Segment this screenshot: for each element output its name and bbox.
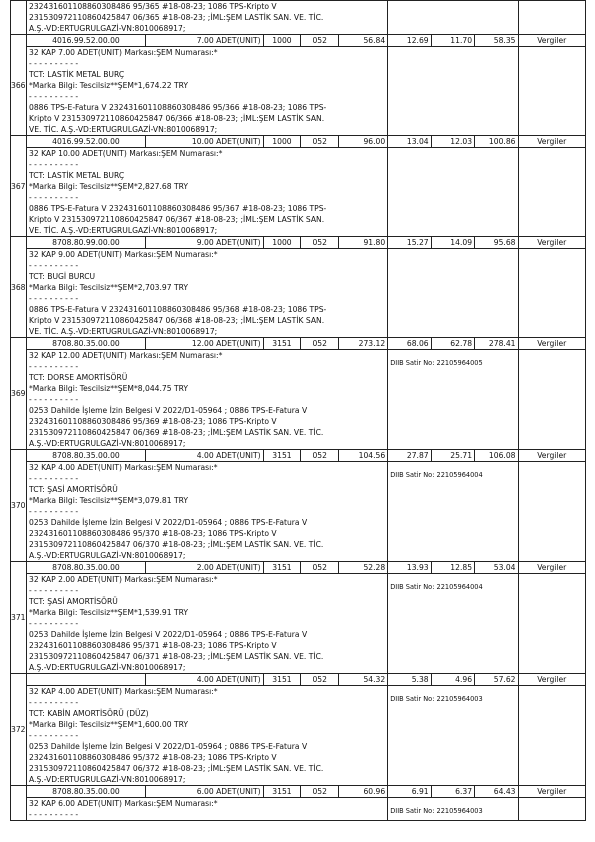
item-description-row — [11, 574, 586, 674]
description-line: A.Ş.-VD:ERTUGRULGAZİ-VN:8010068917; — [29, 24, 186, 33]
description-line: 231530972110860425847 06/372 #18-08-23; ;İML:ŞEM LASTİK SAN. VE. TİC. — [29, 764, 324, 773]
description-line: 232431601108860308486 95/365 #18-08-23; 1086 TPS-Kripto V — [29, 2, 277, 11]
empty-cell — [518, 462, 586, 562]
code-1: 3151 — [263, 674, 301, 686]
description-line: *Marka Bilgi: Tescilsiz**ŞEM*3,079.81 TRY — [29, 496, 189, 505]
value-2: 5.38 — [388, 674, 431, 686]
item-header-row — [11, 450, 586, 462]
description-line: 0253 Dahilde İşleme İzin Belgesi V 2022/D1-05964 ; 0886 TPS-E-Fatura V — [29, 742, 308, 751]
item-number-cell — [11, 1, 27, 35]
tax-label: Vergiler — [518, 562, 586, 574]
item-description-row — [11, 686, 586, 786]
quantity: 10.00 ADET(UNIT) — [145, 136, 263, 148]
value-2: 13.04 — [388, 136, 431, 148]
item-description-row — [11, 462, 586, 562]
description-line: 0253 Dahilde İşleme İzin Belgesi V 2022/D1-05964 ; 0886 TPS-E-Fatura V — [29, 630, 308, 639]
description-line: 32 KAP 7.00 ADET(UNIT) Markası:ŞEM Numarası:* — [29, 48, 218, 57]
gtip-code: 8708.80.35.00.00 — [27, 338, 146, 350]
tax-label: Vergiler — [518, 136, 586, 148]
diib-line-number: DIIB Satir No: 22105964004 — [390, 471, 483, 479]
diib-line-number — [390, 249, 515, 257]
item-number: 367 — [11, 136, 27, 237]
code-2: 052 — [301, 562, 339, 574]
item-number: 370 — [11, 450, 27, 562]
empty-cell — [518, 249, 586, 338]
quantity: 6.00 ADET(UNIT) — [145, 786, 263, 798]
item-number — [11, 786, 27, 821]
item-number: 369 — [11, 338, 27, 450]
diib-line-number: DIIB Satir No: 22105964005 — [390, 359, 483, 367]
description-line: - - - - - - - - - - — [29, 474, 79, 483]
value-3: 12.03 — [431, 136, 474, 148]
value-2: 15.27 — [388, 237, 431, 249]
description-line: - - - - - - - - - - — [29, 92, 79, 101]
description-line: 0886 TPS-E-Fatura V 232431601108860308486 95/368 #18-08-23; 1086 TPS- — [29, 305, 327, 314]
code-1: 3151 — [263, 786, 301, 798]
item-number: 366 — [11, 35, 27, 136]
description-line: *Marka Bilgi: Tescilsiz**ŞEM*2,703.97 TRY — [29, 283, 189, 292]
description-line: TCT: LASTİK METAL BURÇ — [29, 70, 125, 79]
declaration-items-table — [10, 0, 586, 821]
empty-cell — [518, 1, 586, 35]
diib-cell — [388, 148, 518, 237]
continued-item-row — [11, 1, 586, 35]
code-2: 052 — [301, 786, 339, 798]
value-4: 58.35 — [475, 35, 518, 47]
description-line: 231530972110860425847 06/371 #18-08-23; ;İML:ŞEM LASTİK SAN. VE. TİC. — [29, 652, 324, 661]
code-2: 052 — [301, 237, 339, 249]
description-line: VE. TİC. A.Ş.-VD:ERTUGRULGAZİ-VN:8010068917; — [29, 226, 218, 235]
code-2: 052 — [301, 35, 339, 47]
value-1: 56.84 — [339, 35, 388, 47]
description-line: VE. TİC. A.Ş.-VD:ERTUGRULGAZİ-VN:8010068917; — [29, 327, 218, 336]
code-1: 3151 — [263, 338, 301, 350]
description-line: 0886 TPS-E-Fatura V 232431601108860308486 95/367 #18-08-23; 1086 TPS- — [29, 204, 327, 213]
gtip-code: 8708.80.99.00.00 — [27, 237, 146, 249]
continued-description-cell — [27, 1, 388, 35]
description-line: 32 KAP 12.00 ADET(UNIT) Markası:ŞEM Numarası:* — [29, 351, 223, 360]
value-4: 53.04 — [475, 562, 518, 574]
item-description-cell — [27, 350, 388, 450]
value-1: 91.80 — [339, 237, 388, 249]
value-2: 12.69 — [388, 35, 431, 47]
gtip-code: 4016.99.52.00.00 — [27, 136, 146, 148]
quantity: 12.00 ADET(UNIT) — [145, 338, 263, 350]
description-line: 0886 TPS-E-Fatura V 232431601108860308486 95/366 #18-08-23; 1086 TPS- — [29, 103, 327, 112]
value-4: 64.43 — [475, 786, 518, 798]
item-description-cell — [27, 249, 388, 338]
quantity: 7.00 ADET(UNIT) — [145, 35, 263, 47]
item-description-cell — [27, 798, 388, 821]
customs-declaration-page — [10, 0, 586, 830]
item-description-cell — [27, 47, 388, 136]
diib-line-number: DIIB Satir No: 22105964003 — [390, 807, 483, 815]
description-line: - - - - - - - - - - — [29, 395, 79, 404]
diib-cell — [388, 798, 518, 821]
description-line: 232431601108860308486 95/370 #18-08-23; 1086 TPS-Kripto V — [29, 529, 277, 538]
code-1: 1000 — [263, 237, 301, 249]
value-3: 11.70 — [431, 35, 474, 47]
description-line: - - - - - - - - - - — [29, 193, 79, 202]
description-line: TCT: LASTİK METAL BURÇ — [29, 171, 125, 180]
value-3: 62.78 — [431, 338, 474, 350]
value-3: 6.37 — [431, 786, 474, 798]
value-2: 6.91 — [388, 786, 431, 798]
description-line: TCT: DORSE AMORTİSÖRÜ — [29, 373, 128, 382]
item-header-row — [11, 35, 586, 47]
item-description-row — [11, 47, 586, 136]
value-3: 14.09 — [431, 237, 474, 249]
item-header-row — [11, 237, 586, 249]
description-line: 32 KAP 4.00 ADET(UNIT) Markası:ŞEM Numarası:* — [29, 687, 218, 696]
description-line: 231530972110860425847 06/370 #18-08-23; ;İML:ŞEM LASTİK SAN. VE. TİC. — [29, 540, 324, 549]
empty-cell — [518, 148, 586, 237]
description-line: - - - - - - - - - - — [29, 294, 79, 303]
description-line: *Marka Bilgi: Tescilsiz**ŞEM*1,674.22 TRY — [29, 81, 189, 90]
description-line: A.Ş.-VD:ERTUGRULGAZİ-VN:8010068917; — [29, 663, 186, 672]
description-line: *Marka Bilgi: Tescilsiz**ŞEM*2,827.68 TRY — [29, 182, 189, 191]
empty-cell — [518, 686, 586, 786]
item-header-row — [11, 338, 586, 350]
description-line: A.Ş.-VD:ERTUGRULGAZİ-VN:8010068917; — [29, 775, 186, 784]
value-3: 4.96 — [431, 674, 474, 686]
description-line: A.Ş.-VD:ERTUGRULGAZİ-VN:8010068917; — [29, 439, 186, 448]
tax-label: Vergiler — [518, 786, 586, 798]
tax-label: Vergiler — [518, 674, 586, 686]
value-4: 100.86 — [475, 136, 518, 148]
description-line: Kripto V 231530972110860425847 06/368 #18-08-23; ;İML:ŞEM LASTİK SAN. — [29, 316, 325, 325]
item-description-row — [11, 148, 586, 237]
item-description-cell — [27, 462, 388, 562]
description-line: TCT: ŞASİ AMORTİSÖRÜ — [29, 597, 118, 606]
tax-label: Vergiler — [518, 450, 586, 462]
item-description-cell — [27, 686, 388, 786]
diib-line-number: DIIB Satir No: 22105964004 — [390, 583, 483, 591]
description-line: - - - - - - - - - - — [29, 586, 79, 595]
empty-cell — [518, 574, 586, 674]
description-line: 232431601108860308486 95/369 #18-08-23; 1086 TPS-Kripto V — [29, 417, 277, 426]
description-line: 231530972110860425847 06/365 #18-08-23; ;İML:ŞEM LASTİK SAN. VE. TİC. — [29, 13, 324, 22]
description-line: 32 KAP 4.00 ADET(UNIT) Markası:ŞEM Numarası:* — [29, 463, 218, 472]
gtip-code: 8708.80.35.00.00 — [27, 786, 146, 798]
item-header-row — [11, 674, 586, 686]
value-1: 54.32 — [339, 674, 388, 686]
value-3: 12.85 — [431, 562, 474, 574]
item-header-row — [11, 136, 586, 148]
item-description-row — [11, 350, 586, 450]
quantity: 2.00 ADET(UNIT) — [145, 562, 263, 574]
gtip-code: 8708.80.35.00.00 — [27, 562, 146, 574]
diib-cell — [388, 47, 518, 136]
code-1: 3151 — [263, 450, 301, 462]
code-2: 052 — [301, 450, 339, 462]
item-description-cell — [27, 148, 388, 237]
code-2: 052 — [301, 338, 339, 350]
diib-line-number — [390, 47, 515, 55]
description-line: - - - - - - - - - - — [29, 59, 79, 68]
diib-line-number — [390, 148, 515, 156]
description-line: - - - - - - - - - - — [29, 731, 79, 740]
description-line: 32 KAP 10.00 ADET(UNIT) Markası:ŞEM Numarası:* — [29, 149, 223, 158]
gtip-code: 8708.80.35.00.00 — [27, 450, 146, 462]
diib-cell — [388, 249, 518, 338]
diib-cell — [388, 350, 518, 450]
code-1: 3151 — [263, 562, 301, 574]
description-line: 0253 Dahilde İşleme İzin Belgesi V 2022/D1-05964 ; 0886 TPS-E-Fatura V — [29, 518, 308, 527]
description-line: *Marka Bilgi: Tescilsiz**ŞEM*8,044.75 TRY — [29, 384, 189, 393]
description-line: A.Ş.-VD:ERTUGRULGAZİ-VN:8010068917; — [29, 551, 186, 560]
description-line: - - - - - - - - - - — [29, 160, 79, 169]
value-1: 52.28 — [339, 562, 388, 574]
item-number: 371 — [11, 562, 27, 674]
description-line: TCT: BUGİ BURCU — [29, 272, 96, 281]
description-line: 32 KAP 2.00 ADET(UNIT) Markası:ŞEM Numarası:* — [29, 575, 218, 584]
item-header-row — [11, 562, 586, 574]
description-line: - - - - - - - - - - — [29, 810, 79, 819]
value-1: 104.56 — [339, 450, 388, 462]
description-line: 232431601108860308486 95/371 #18-08-23; 1086 TPS-Kripto V — [29, 641, 277, 650]
code-2: 052 — [301, 136, 339, 148]
description-line: 232431601108860308486 95/372 #18-08-23; 1086 TPS-Kripto V — [29, 753, 277, 762]
description-line: 231530972110860425847 06/369 #18-08-23; ;İML:ŞEM LASTİK SAN. VE. TİC. — [29, 428, 324, 437]
empty-cell — [518, 798, 586, 821]
value-4: 106.08 — [475, 450, 518, 462]
value-4: 95.68 — [475, 237, 518, 249]
description-line: - - - - - - - - - - — [29, 261, 79, 270]
description-line: *Marka Bilgi: Tescilsiz**ŞEM*1,539.91 TRY — [29, 608, 189, 617]
description-line: 0253 Dahilde İşleme İzin Belgesi V 2022/D1-05964 ; 0886 TPS-E-Fatura V — [29, 406, 308, 415]
item-header-row — [11, 786, 586, 798]
value-3: 25.71 — [431, 450, 474, 462]
code-1: 1000 — [263, 35, 301, 47]
value-1: 60.96 — [339, 786, 388, 798]
empty-cell — [518, 47, 586, 136]
value-2: 68.06 — [388, 338, 431, 350]
diib-cell — [388, 462, 518, 562]
description-line: TCT: ŞASİ AMORTİSÖRÜ — [29, 485, 118, 494]
empty-cell — [518, 350, 586, 450]
tax-label: Vergiler — [518, 237, 586, 249]
quantity: 9.00 ADET(UNIT) — [145, 237, 263, 249]
description-line: 32 KAP 9.00 ADET(UNIT) Markası:ŞEM Numarası:* — [29, 250, 218, 259]
description-line: - - - - - - - - - - — [29, 698, 79, 707]
item-description-cell — [27, 574, 388, 674]
gtip-code — [27, 674, 146, 686]
item-number: 372 — [11, 674, 27, 786]
quantity: 4.00 ADET(UNIT) — [145, 674, 263, 686]
value-1: 273.12 — [339, 338, 388, 350]
item-description-row — [11, 249, 586, 338]
diib-line-number: DIIB Satir No: 22105964003 — [390, 695, 483, 703]
value-4: 278.41 — [475, 338, 518, 350]
description-line: - - - - - - - - - - — [29, 507, 79, 516]
description-line: - - - - - - - - - - — [29, 619, 79, 628]
description-line: TCT: KABİN AMORTİSÖRÜ (DÜZ) — [29, 709, 149, 718]
value-2: 13.93 — [388, 562, 431, 574]
tax-label: Vergiler — [518, 35, 586, 47]
description-line: - - - - - - - - - - — [29, 362, 79, 371]
description-line: 32 KAP 6.00 ADET(UNIT) Markası:ŞEM Numarası:* — [29, 799, 218, 808]
quantity: 4.00 ADET(UNIT) — [145, 450, 263, 462]
gtip-code: 4016.99.52.00.00 — [27, 35, 146, 47]
description-line: Kripto V 231530972110860425847 06/367 #18-08-23; ;İML:ŞEM LASTİK SAN. — [29, 215, 325, 224]
diib-cell — [388, 574, 518, 674]
code-2: 052 — [301, 674, 339, 686]
item-number: 368 — [11, 237, 27, 338]
item-description-row — [11, 798, 586, 821]
value-2: 27.87 — [388, 450, 431, 462]
tax-label: Vergiler — [518, 338, 586, 350]
code-1: 1000 — [263, 136, 301, 148]
description-line: VE. TİC. A.Ş.-VD:ERTUGRULGAZİ-VN:8010068917; — [29, 125, 218, 134]
value-1: 96.00 — [339, 136, 388, 148]
diib-cell — [388, 686, 518, 786]
description-line: Kripto V 231530972110860425847 06/366 #18-08-23; ;İML:ŞEM LASTİK SAN. — [29, 114, 325, 123]
value-4: 57.62 — [475, 674, 518, 686]
empty-cell — [388, 1, 518, 35]
description-line: *Marka Bilgi: Tescilsiz**ŞEM*1,600.00 TRY — [29, 720, 189, 729]
